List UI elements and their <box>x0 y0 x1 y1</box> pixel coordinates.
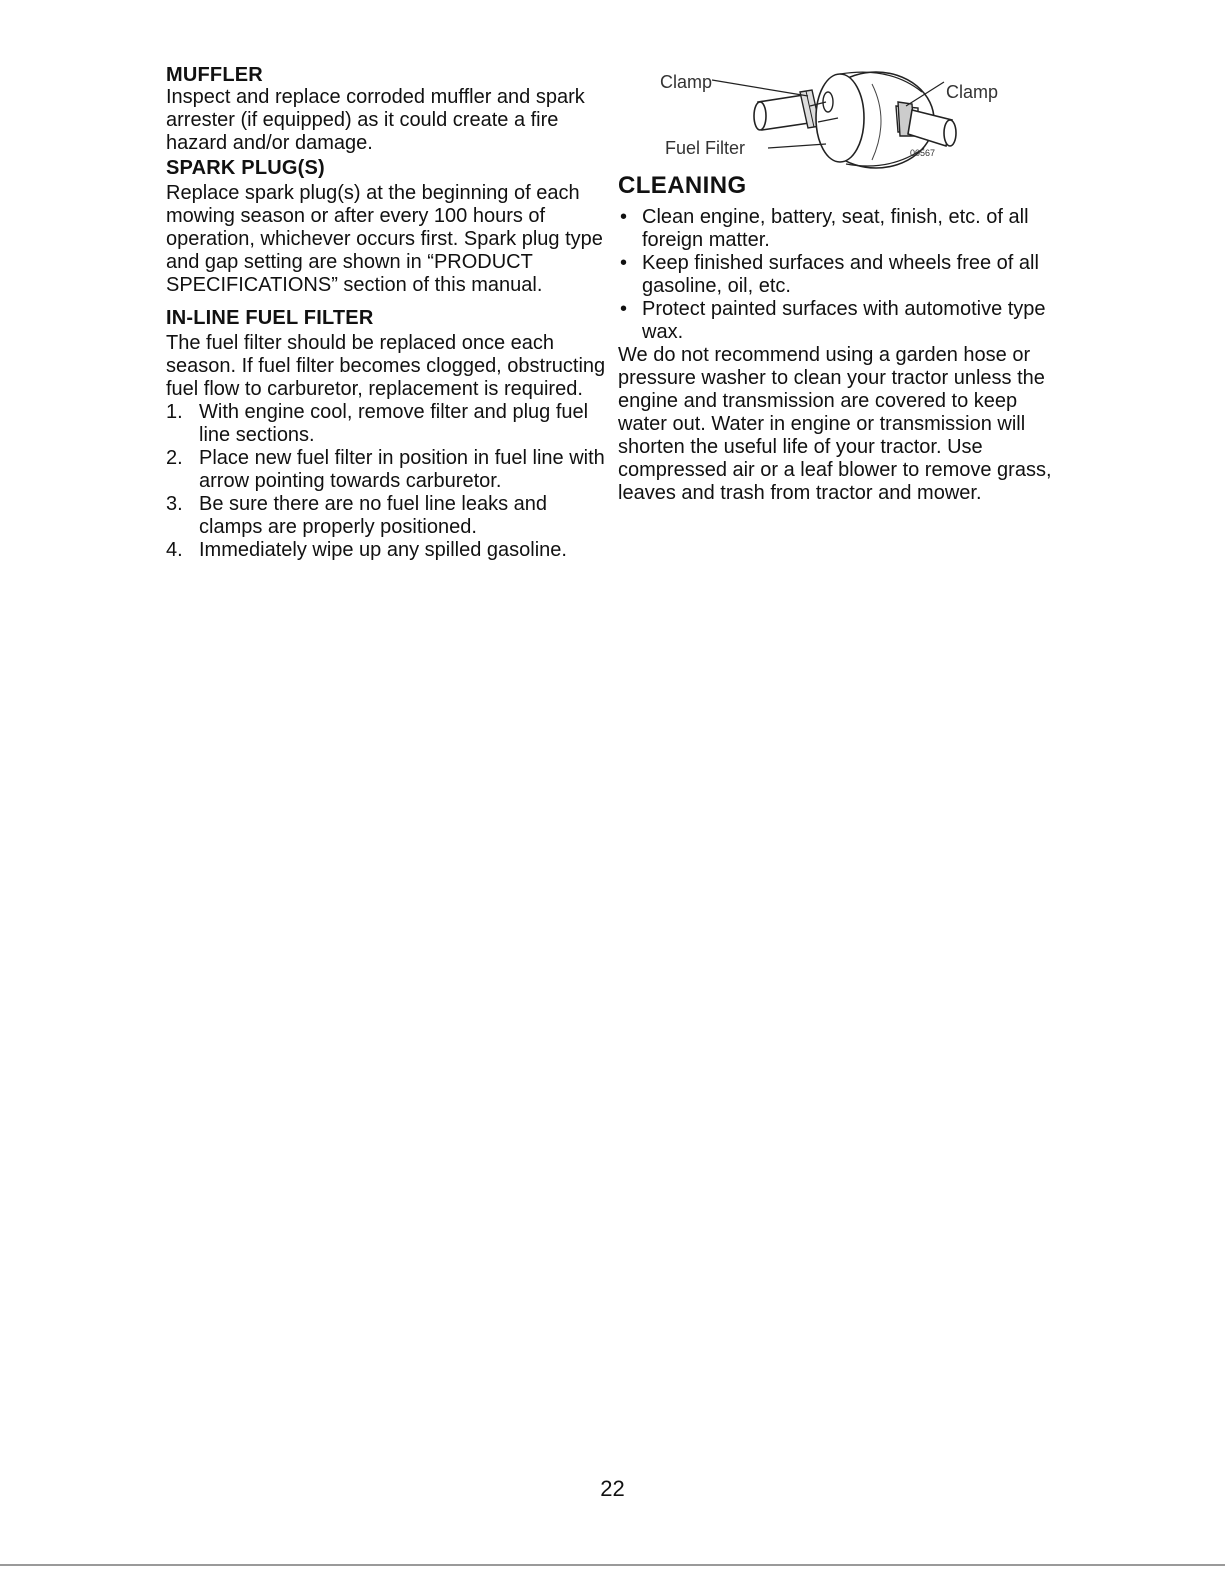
spark-plug-heading: SPARK PLUG(S) <box>166 157 325 179</box>
cleaning-heading: CLEANING <box>618 172 747 199</box>
figure-label-clamp-right: Clamp <box>946 82 999 102</box>
bullet-icon: • <box>620 206 628 228</box>
list-item <box>618 252 1058 298</box>
step-number: 4. <box>166 539 183 561</box>
cleaning-bullets <box>618 206 1058 344</box>
list-item <box>618 298 1058 344</box>
step-text: With engine cool, remove filter and plug fuel line sections. <box>199 401 589 446</box>
figure-label-clamp-left: Clamp <box>660 72 713 92</box>
step-text: Immediately wipe up any spilled gasoline. <box>199 539 567 561</box>
bullet-text: Keep finished surfaces and wheels free of all gasoline, oil, etc. <box>642 252 1039 297</box>
muffler-section <box>166 64 606 155</box>
spark-plug-body: Replace spark plug(s) at the beginning of each mowing season or after every 100 hours of operation, whichever occurs first. Spark plug type and gap setting are shown in “PRODUCT SPECIFICATIONS” section of this manual. <box>166 182 603 296</box>
list-item <box>166 447 606 493</box>
fuel-filter-heading: IN-LINE FUEL FILTER <box>166 307 374 329</box>
step-number: 3. <box>166 493 183 515</box>
left-column <box>166 64 606 562</box>
bullet-icon: • <box>620 298 628 320</box>
right-column <box>618 172 1058 505</box>
fuel-filter-body: The fuel filter should be replaced once each season. If fuel filter becomes clogged, obstructing fuel flow to carburetor, replacement is required. <box>166 332 606 400</box>
fuel-filter-section <box>166 307 606 562</box>
bullet-text: Protect painted surfaces with automotive type wax. <box>642 298 1046 343</box>
list-item <box>618 206 1058 252</box>
step-number: 2. <box>166 447 183 469</box>
list-item <box>166 493 606 539</box>
cleaning-body: We do not recommend using a garden hose or pressure washer to clean your tractor unless the engine and transmission are covered to keep water out. Water in engine or transmission will shorten the useful life of your tractor. Use compressed air or a leaf blower to remove grass, leaves and trash from tractor and mower. <box>618 344 1052 504</box>
figure-label-fuel-filter: Fuel Filter <box>665 138 746 158</box>
figure-code: 00567 <box>910 148 936 158</box>
bullet-icon: • <box>620 252 628 274</box>
fuel-filter-steps <box>166 401 606 562</box>
step-text: Be sure there are no fuel line leaks and clamps are properly positioned. <box>199 493 547 538</box>
list-item <box>166 539 606 562</box>
list-item <box>166 401 606 447</box>
spark-plug-section <box>166 157 606 297</box>
step-number: 1. <box>166 401 183 423</box>
bullet-text: Clean engine, battery, seat, finish, etc. of all foreign matter. <box>642 206 1029 251</box>
muffler-body: Inspect and replace corroded muffler and spark arrester (if equipped) as it could create a fire hazard and/or damage. <box>166 86 585 154</box>
page-number: 22 <box>600 1476 625 1501</box>
bottom-rule <box>0 1564 1225 1566</box>
muffler-heading: MUFFLER <box>166 64 263 86</box>
fuel-filter-figure <box>640 62 1040 174</box>
step-text: Place new fuel filter in position in fuel line with arrow pointing towards carburetor. <box>199 447 605 492</box>
